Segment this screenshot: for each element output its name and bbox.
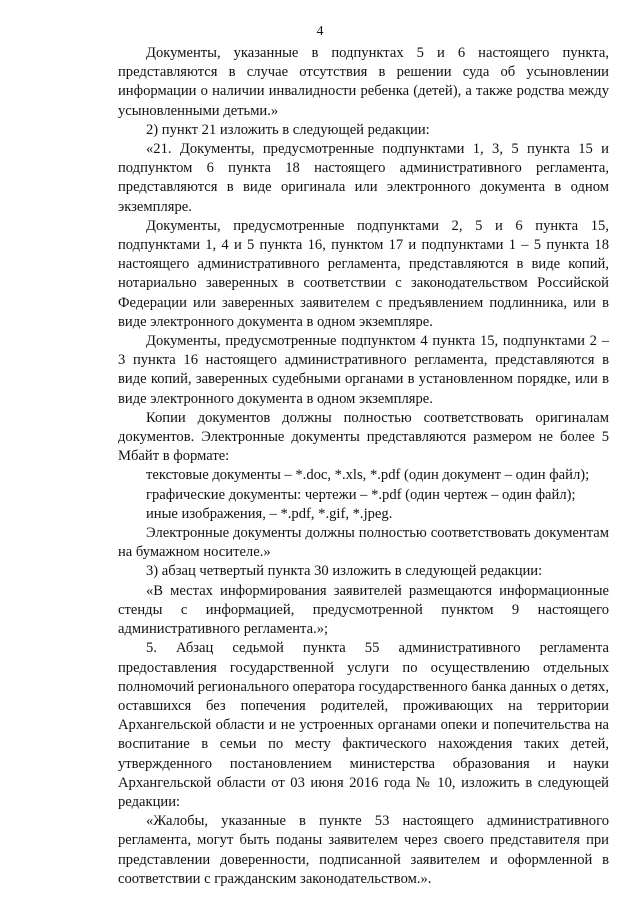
paragraph-docs-copies-notarized: Документы, предусмотренные подпунктами 2, 5 и 6 пункта 15, подпунктами 1, 4 и 5 пункта 16, пунктом 17 и подпунктами 1 – 5 пункта 18 настоящего административного регламента, представляются в виде копий, нотариально заверенных в соответствии с законодательством Российской Федерации или заверенных заявителем с предъявлением подлинника, или в виде электронного документа в одном экземпляре. bbox=[118, 217, 609, 330]
paragraph-docs-5-6: Документы, указанные в подпунктах 5 и 6 настоящего пункта, представляются в случае отсутствия в решении суда об усыновлении информации о наличии инвалидности ребенка (детей), а также родства между усыновленными детьми.» bbox=[118, 45, 609, 119]
document-body bbox=[118, 44, 609, 889]
paragraph-item-5-point-55: 5. Абзац седьмой пункта 55 административного регламента предоставления государственной услуги по осуществлению отдельных полномочий регионального оператора государственного банка данных о детях, оставшихся без попечения родителей, проживающих на территории Архангельской области и не устроенных органами опеки и попечительства на воспитание в семьи по месту фактического нахождения таких детей, утвержденного постановлением министерства образования и науки Архангельской области от 03 июня 2016 года № 10, изложить в следующей редакции: bbox=[118, 640, 610, 810]
page-number: 4 bbox=[316, 24, 324, 39]
paragraph-info-stands: «В местах информирования заявителей размещаются информационные стенды с информацией, предусмотренной пунктом 9 настоящего административного регламента.»; bbox=[118, 582, 609, 638]
paragraph-complaints: «Жалобы, указанные в пункте 53 настоящего административного регламента, могут быть поданы заявителем через своего представителя при представлении доверенности, подписанной заявителем и оформленной в соответствии с гражданским законодательством.». bbox=[118, 813, 609, 887]
paragraph-item-2-heading: 2) пункт 21 изложить в следующей редакции: bbox=[146, 121, 430, 138]
format-other-images: иные изображения, – *.pdf, *.gif, *.jpeg. bbox=[146, 505, 393, 522]
paragraph-docs-court-certified: Документы, предусмотренные подпунктом 4 пункта 15, подпунктами 2 – 3 пункта 16 настоящего административного регламента, представляются в виде копий, заверенных судебными органами в установленном порядке, или в виде электронного документа в одном экземпляре. bbox=[118, 333, 609, 407]
format-text-documents: текстовые документы – *.doc, *.xls, *.pdf (один документ – один файл); bbox=[146, 467, 590, 484]
paragraph-point-21: «21. Документы, предусмотренные подпунктами 1, 3, 5 пункта 15 и подпунктом 6 пункта 18 настоящего административного регламента, представляются в виде оригинала или электронного документа в одном экземпляре. bbox=[118, 141, 609, 215]
paragraph-item-3-heading: 3) абзац четвертый пункта 30 изложить в следующей редакции: bbox=[146, 563, 543, 580]
paragraph-electronic-docs-match: Электронные документы должны полностью соответствовать документам на бумажном носителе.» bbox=[118, 525, 609, 561]
format-graphic-documents: графические документы: чертежи – *.pdf (один чертеж – один файл); bbox=[146, 486, 576, 503]
paragraph-copies-requirements: Копии документов должны полностью соответствовать оригиналам документов. Электронные документы представляются размером не более 5 Мбайт в формате: bbox=[118, 409, 609, 465]
